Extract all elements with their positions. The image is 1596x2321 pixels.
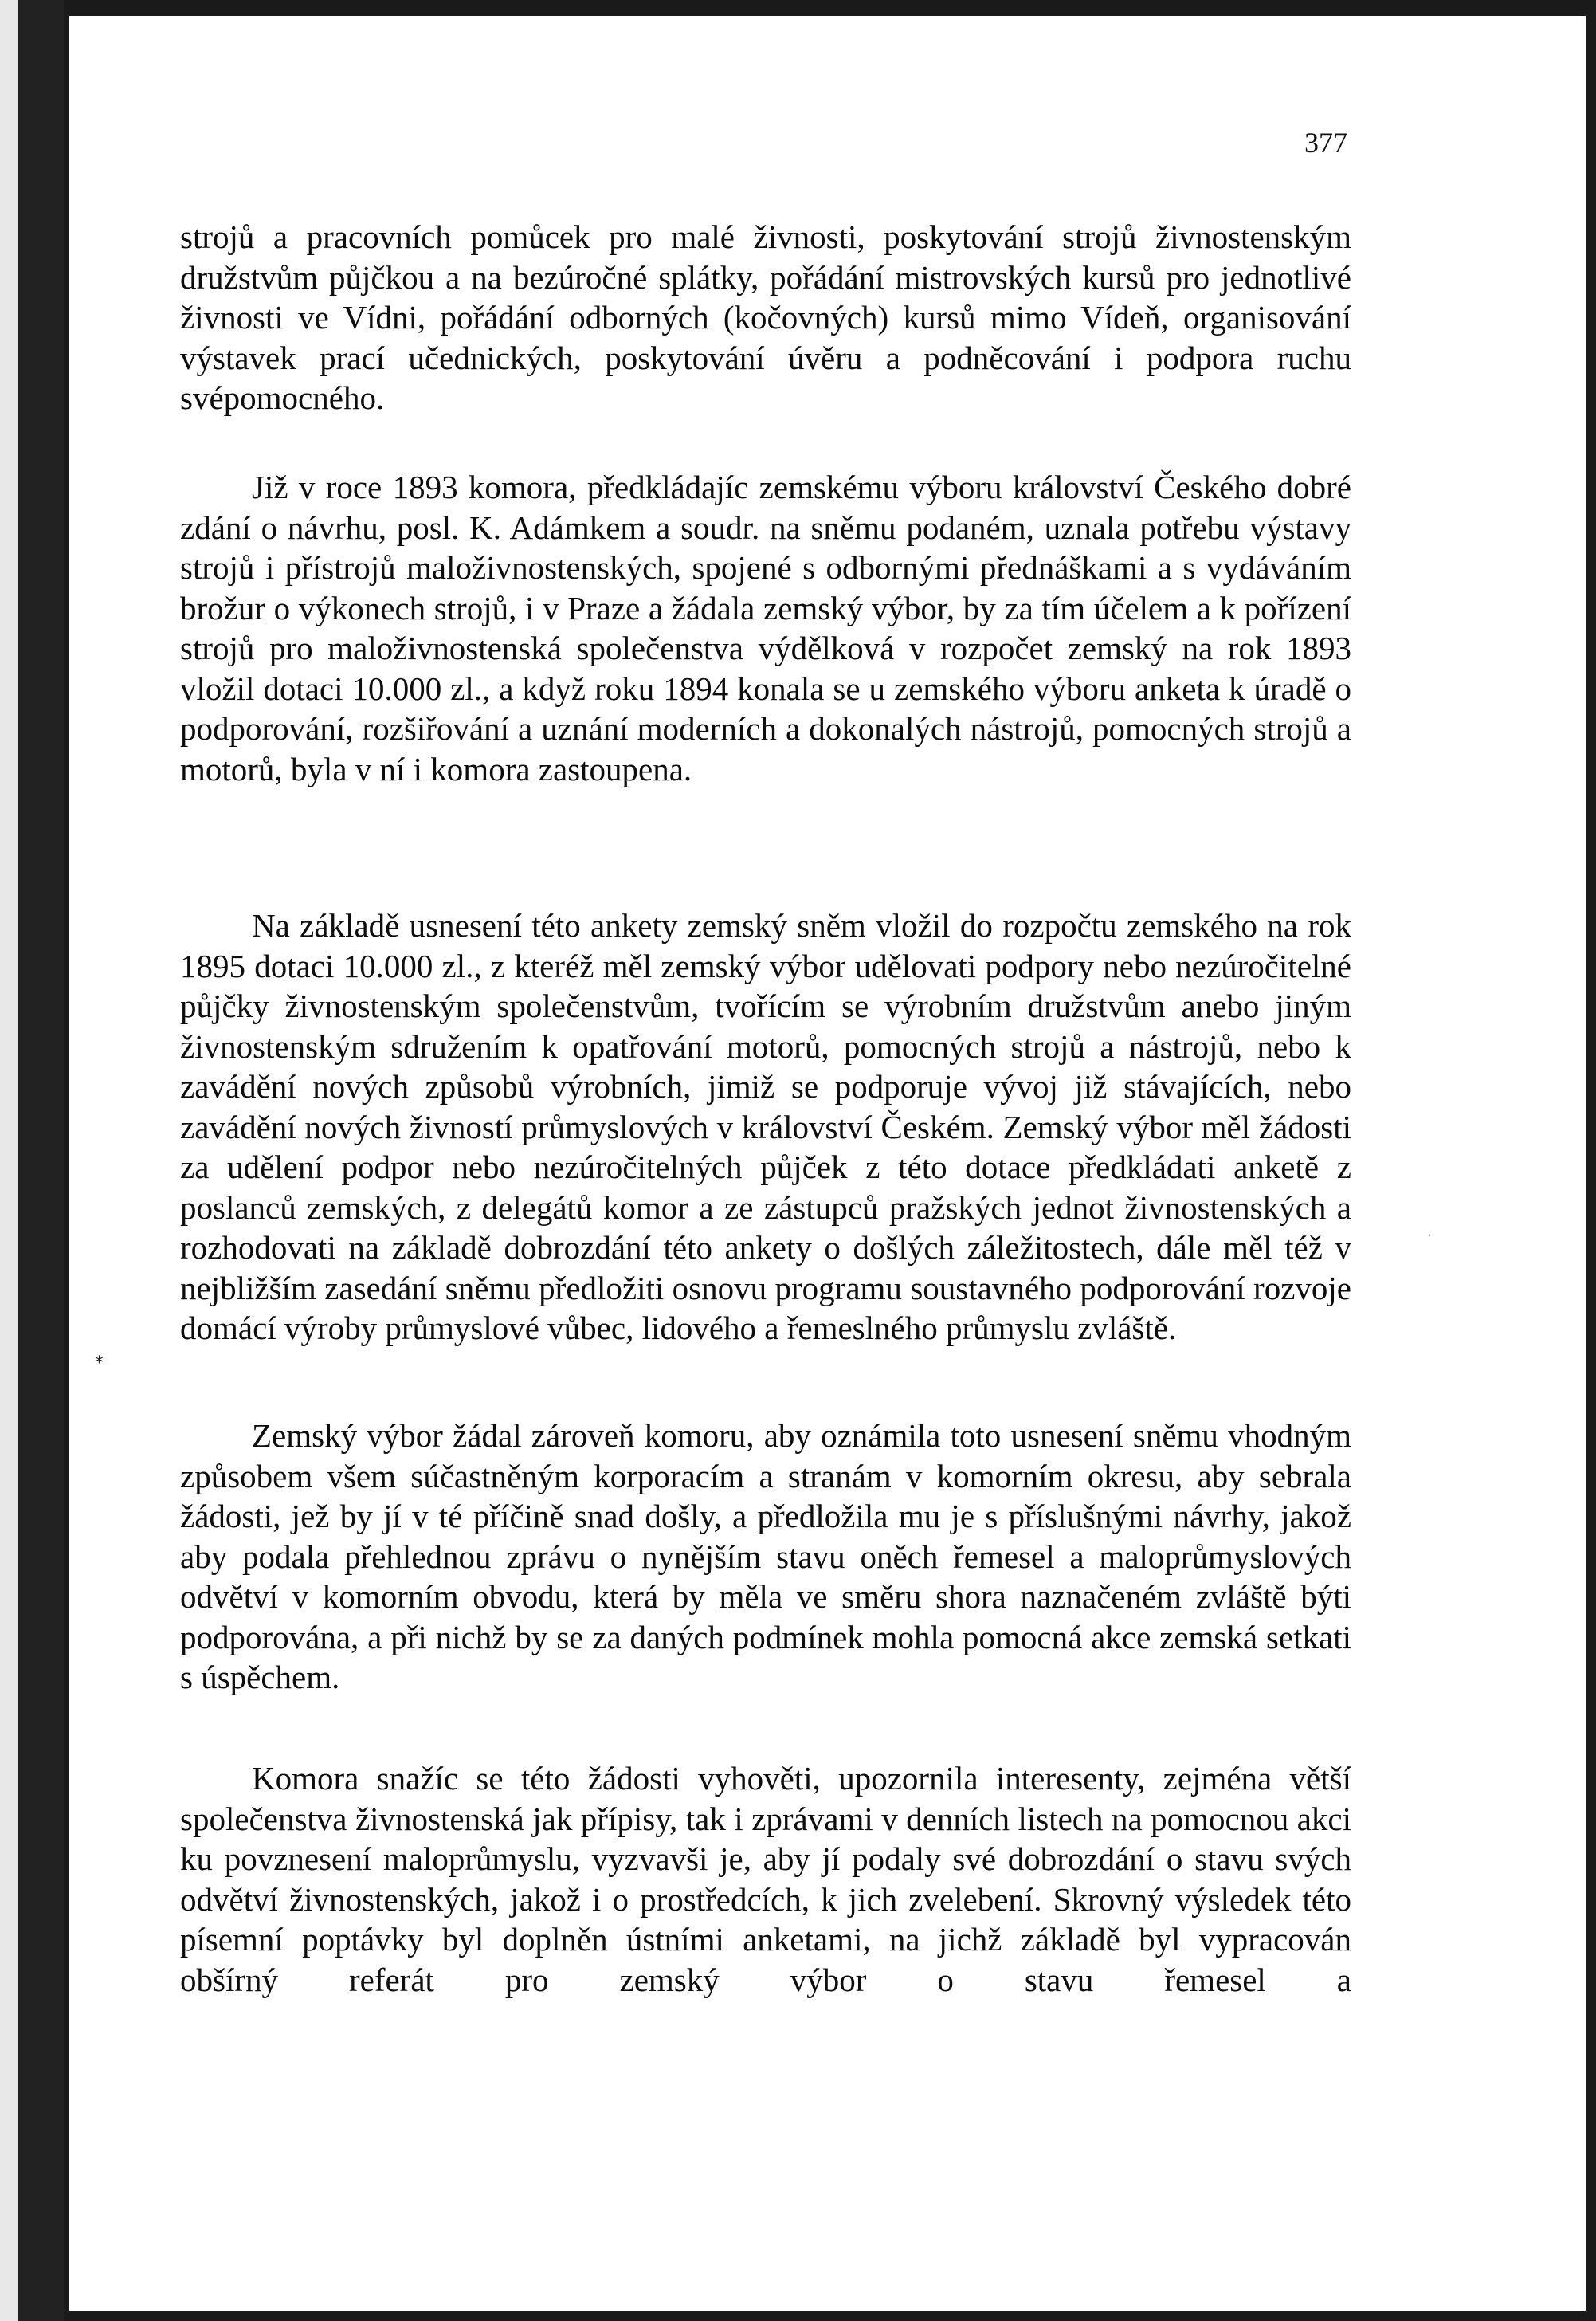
adjacent-page-edge bbox=[0, 0, 18, 2321]
document-page bbox=[69, 16, 1586, 2311]
paragraph-1: Již v roce 1893 komora, předkládajíc zemskému výboru království Českého dobré zdání o návrhu, posl. K. Adámkem a soudr. na sněmu podaném, uznala potřebu výstavy strojů i přístrojů maloživnostenských, spojené s odbornými přednáškami a s vydáváním brožur o výkonech strojů, i v Praze a žádala zemský výbor, by za tím účelem a k pořízení strojů pro maloživnostenská společenstva výdělková v rozpočet zemský na rok 1893 vložil dotaci 10.000 zl., a když roku 1894 konala se u zemského výboru anketa k úradě o podporování, rozšiřování a uznání moderních a dokonalých nástrojů, pomocných strojů a motorů, byla v ní i komora zastoupena. bbox=[180, 469, 1351, 787]
book-gutter bbox=[18, 0, 64, 2321]
margin-dot-mark: · bbox=[1427, 1227, 1432, 1244]
paragraph-4: Komora snažíc se této žádosti vyhověti, upozornila interesenty, zejména větší společenstva živnostenská jak přípisy, tak i zprávami v denních listech na pomocnou akci ku povznesení maloprůmyslu, vyzvavši je, aby jí podaly své dobrozdání o stavu svých odvětví živnostenských, jakož i o prostředcích, k jich zvelebení. Skrovný výsledek této písemní poptávky byl doplněn ústními anketami, na jichž základě byl vypracován obšírný referát pro zemský výbor o stavu řemesel a bbox=[180, 1760, 1351, 1998]
paragraph-continuation: strojů a pracovních pomůcek pro malé živnosti, poskytování strojů živnostenským družstvům půjčkou a na bezúročné splátky, pořádání mistrovských kursů pro jednotlivé živnosti ve Vídni, pořádání odborných (kočovných) kursů mimo Vídeň, organisování výstavek prací učednických, poskytování úvěru a podněcování i podpora ruchu svépomocného. bbox=[180, 218, 1351, 416]
paragraph-2: Na základě usnesení této ankety zemský sněm vložil do rozpočtu zemského na rok 1895 dotaci 10.000 zl., z kteréž měl zemský výbor udělovati podpory nebo nezúročitelné půjčky živnostenským společenstvům, tvořícím se výrobním družstvům anebo jiným živnostenským sdružením k opatřování motorů, pomocných strojů a nástrojů, nebo k zavádění nových způsobů výrobních, jimiž se podporuje vývoj již stávajících, nebo zavádění nových živností průmyslových v království Českém. Zemský výbor měl žádosti za udělení podpor nebo nezúročitelných půjček z této dotace předkládati anketě z poslanců zemských, z delegátů komor a ze zástupců pražských jednot živnostenských a rozhodovati na základě dobrozdání této ankety o došlých záležitostech, dále měl též v nejbližším zasedání sněmu předložiti osnovu programu soustavného podporování rozvoje domácí výroby průmyslové vůbec, lidového a řemeslného průmyslu zvláště. bbox=[180, 907, 1351, 1346]
margin-star-mark: * bbox=[95, 1353, 104, 1373]
page-number: 377 bbox=[1304, 127, 1347, 159]
paragraph-3: Zemský výbor žádal zároveň komoru, aby oznámila toto usnesení sněmu vhodným způsobem všem súčastněným korporacím a stranám v komorním okresu, aby sebrala žádosti, jež by jí v té příčině snad došly, a předložila mu je s příslušnými návrhy, jakož aby podala přehlednou zprávu o nynějším stavu oněch řemesel a maloprůmyslových odvětví v komorním obvodu, která by měla ve směru shora naznačeném zvláště býti podporována, a při nichž by se za daných podmínek mohla pomocná akce zemská setkati s úspěchem. bbox=[180, 1417, 1351, 1695]
